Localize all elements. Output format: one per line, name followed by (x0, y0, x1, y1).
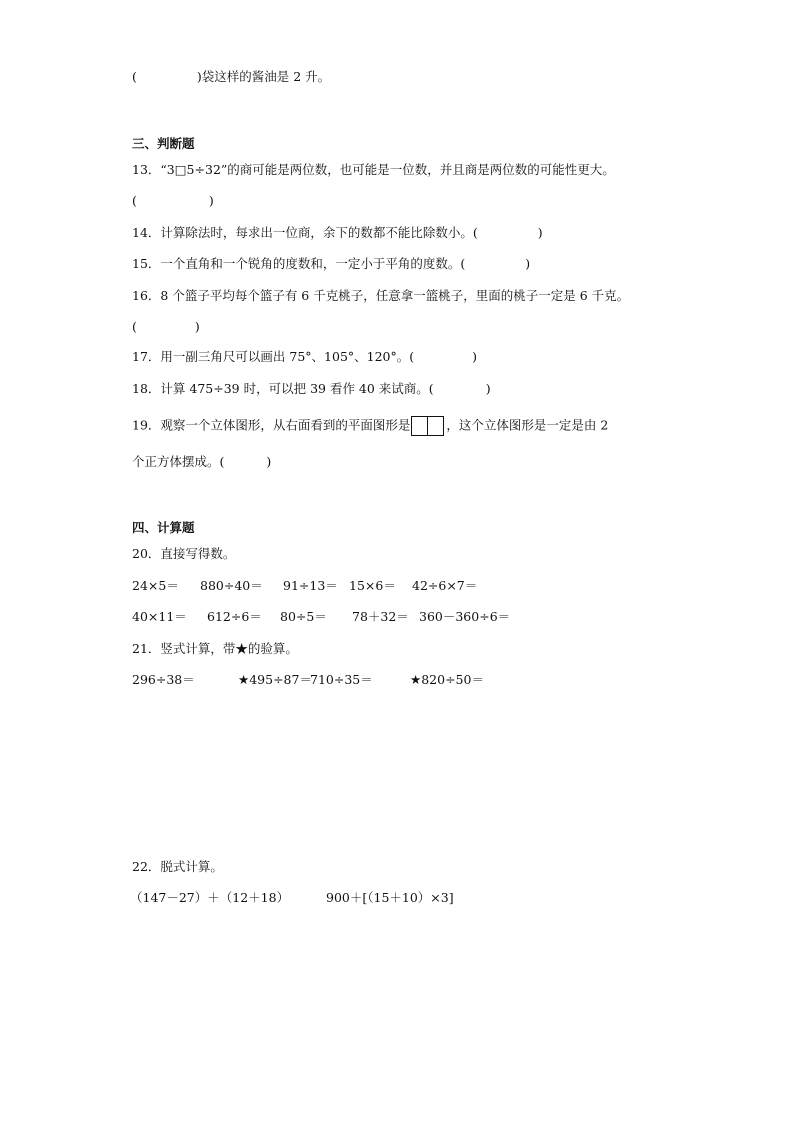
vertical-calc-item: 296÷38＝ (132, 672, 195, 687)
vertical-calc-item: 710÷35＝ (310, 672, 373, 687)
question-22-title: 22．脱式计算。 (132, 859, 223, 874)
oral-calc-item: 42÷6×7＝ (412, 578, 478, 593)
section-title-judgement: 三、判断题 (132, 136, 195, 151)
section-title-calculation: 四、计算题 (132, 520, 195, 535)
stepwise-calc-item: （147－27）＋（12＋18） (130, 890, 290, 905)
question-16: 16．8 个篮子平均每个篮子有 6 千克桃子，任意拿一篮桃子，里面的桃子一定是 6 千克。 (132, 288, 630, 303)
oral-calc-item: 24×5＝ (132, 578, 179, 593)
question-13: 13．“3□5÷32”的商可能是两位数，也可能是一位数，并且商是两位数的可能性更大。 (132, 162, 615, 177)
oral-calc-item: 78＋32＝ (352, 609, 409, 624)
question-20-title: 20．直接写得数。 (132, 546, 236, 561)
oral-calc-item: 880÷40＝ (200, 578, 263, 593)
oral-calc-item: 80÷5＝ (280, 609, 327, 624)
vertical-calc-item: ★820÷50＝ (410, 672, 484, 687)
oral-calc-item: 40×11＝ (132, 609, 187, 624)
question-18: 18．计算 475÷39 时，可以把 39 看作 40 来试商。( ) (132, 381, 491, 396)
two-squares-figure-icon (411, 416, 445, 436)
stepwise-calc-item: 900＋[（15＋10）×3] (326, 890, 454, 905)
oral-calc-item: 15×6＝ (349, 578, 396, 593)
question-13-answer: ( ) (132, 193, 214, 208)
oral-calc-item: 612÷6＝ (207, 609, 262, 624)
vertical-calc-item: ★495÷87＝ (238, 672, 312, 687)
question-21-title: 21．竖式计算，带★的验算。 (132, 641, 298, 656)
question-16-answer: ( ) (132, 319, 200, 334)
answer-line-fragment: ( )袋这样的酱油是 2 升。 (132, 69, 331, 84)
question-17: 17．用一副三角尺可以画出 75°、105°、120°。( ) (132, 349, 478, 364)
question-19-continued: 个正方体摆成。( ) (132, 454, 272, 469)
oral-calc-item: 360－360÷6＝ (419, 609, 511, 624)
question-19: 19．观察一个立体图形，从右面看到的平面图形是 ，这个立体图形是一定是由 2 (132, 416, 608, 436)
question-14: 14．计算除法时，每求出一位商，余下的数都不能比除数小。( ) (132, 225, 543, 240)
oral-calc-item: 91÷13＝ (283, 578, 338, 593)
question-15: 15．一个直角和一个锐角的度数和，一定小于平角的度数。( ) (132, 256, 531, 271)
